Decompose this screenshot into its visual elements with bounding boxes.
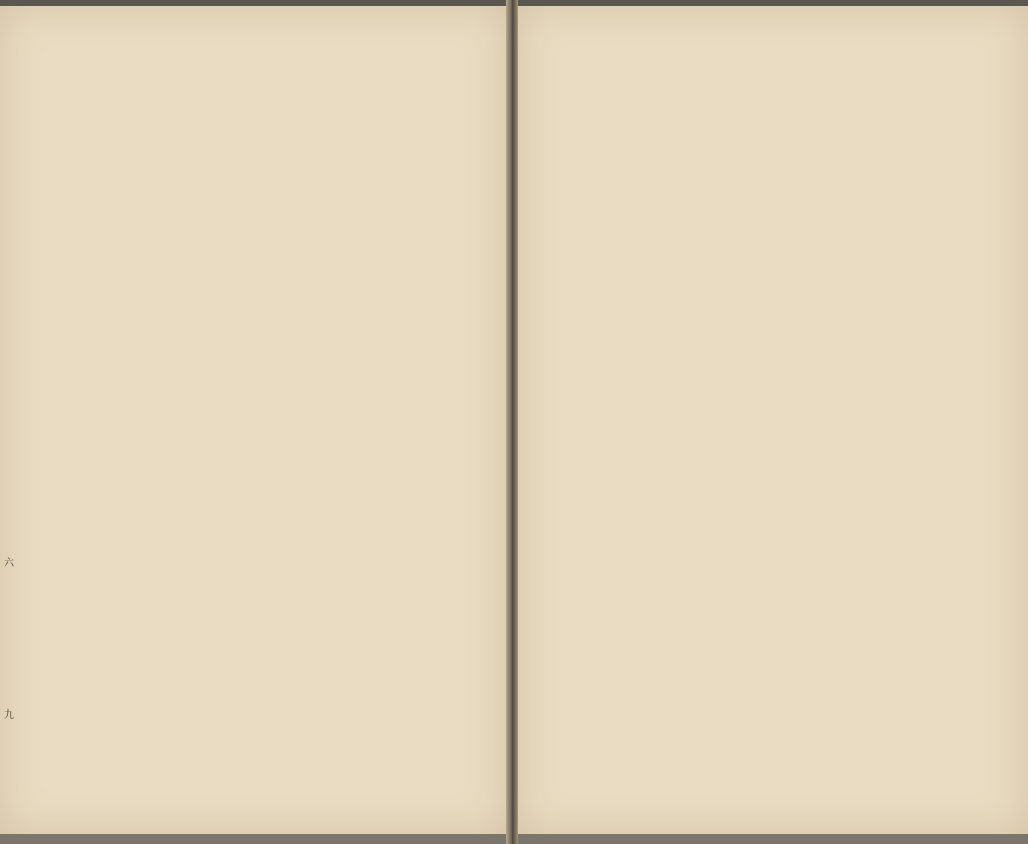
left-page [0,6,506,834]
right-page [518,6,1028,834]
folio-lower: 九 [4,710,14,721]
book-gutter [506,0,518,844]
folio-upper: 六 [4,558,14,569]
